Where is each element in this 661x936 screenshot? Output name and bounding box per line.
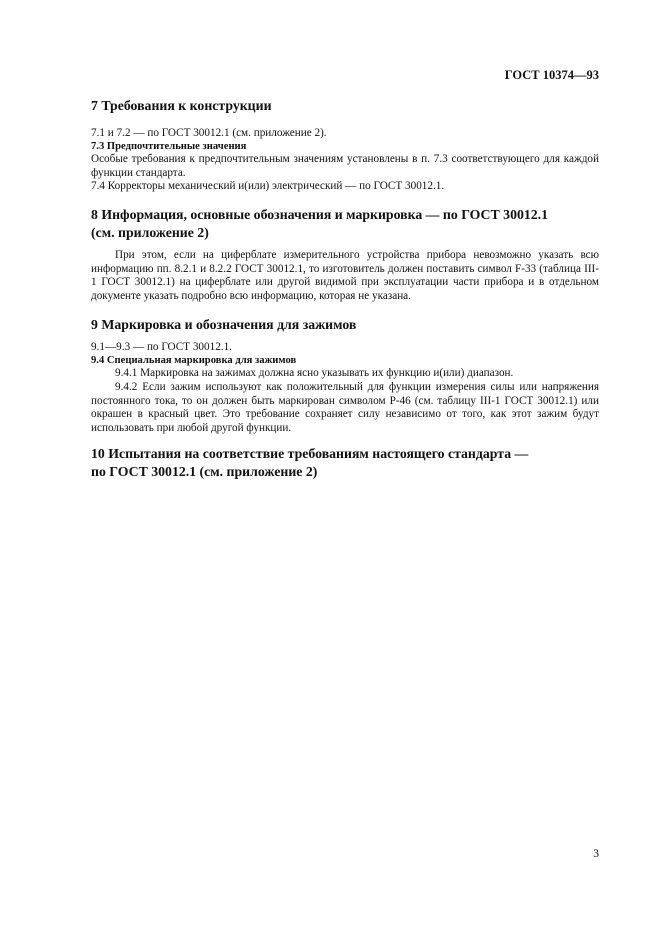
section-9-4-2-paragraph: 9.4.2 Если зажим используют как положительный для функции измерения силы или напряжения постоянного тока, то он должен быть маркирован символом Р-46 (см. таблицу III-1 ГОСТ 30012.1) или окрашен в красный цвет. Это требование сохраняет силу независимо от того, как этот зажим будут использовать при любой другой функции. [91,381,599,434]
section-8-heading-line-1: 8 Информация, основные обозначения и маркировка — по ГОСТ 30012.1 [91,207,549,222]
section-7-4-clause: 7.4 Корректоры механический и(или) электрический — по ГОСТ 30012.1. [91,180,445,192]
section-9-clause-9-1-9-3: 9.1—9.3 — по ГОСТ 30012.1. [91,341,232,353]
section-10-heading-line-2: по ГОСТ 30012.1 (см. приложение 2) [91,464,318,479]
section-7-heading: 7 Требования к конструкции [91,98,272,113]
document-header-id: ГОСТ 10374—93 [504,68,599,82]
section-9-heading: 9 Маркировка и обозначения для зажимов [91,317,357,332]
section-7-3-paragraph: Особые требования к предпочтительным значениям установлены в п. 7.3 соответствующего для каждой функции стандарта. [91,153,599,179]
section-8-heading-line-2: (см. приложение 2) [91,225,209,240]
section-9-4-subheading: 9.4 Специальная маркировка для зажимов [91,355,297,366]
page-number: 3 [593,848,599,860]
section-10-heading-line-1: 10 Испытания на соответствие требованиям настоящего стандарта — [91,446,529,461]
section-9-4-1-paragraph: 9.4.1 Маркировка на зажимах должна ясно указывать их функцию и(или) диапазон. [115,367,514,379]
section-8-paragraph: При этом, если на циферблате измерительного устройства прибора невозможно указать всю информацию пп. 8.2.1 и 8.2.2 ГОСТ 30012.1, то изготовитель должен поставить символ F-33 (таблица III-1 ГОСТ 30012.1) на циферблате или другой видимой при эксплуатации части прибора и в отдельном документе указать подробно всю информацию, которая не указана. [91,249,599,302]
section-7-3-subheading: 7.3 Предпочтительные значения [91,141,247,152]
section-7-clause-7-1-7-2: 7.1 и 7.2 — по ГОСТ 30012.1 (см. приложение 2). [91,127,327,139]
